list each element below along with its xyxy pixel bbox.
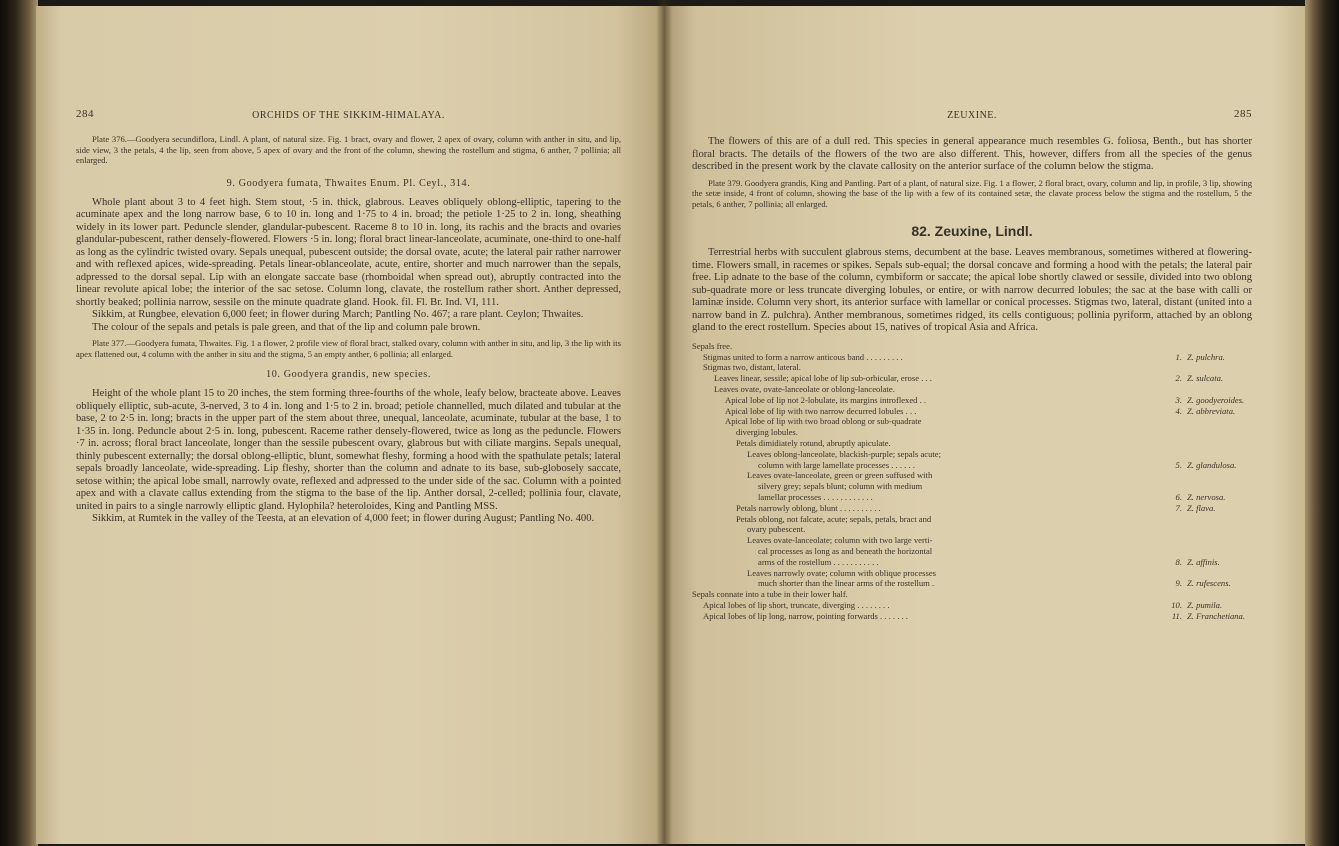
key-row-text: much shorter than the linear arms of the rostellum .	[758, 578, 935, 589]
right-page-content	[692, 108, 1252, 622]
key-row-text: ovary pubescent.	[747, 524, 806, 535]
goodyera-fumata-locality: Sikkim, at Rungbee, elevation 6,000 feet; in flower during March; Pantling No. 467; a rare plant. Ceylon; Thwaites.	[92, 309, 584, 321]
key-row-number: 10.	[1171, 599, 1182, 610]
key-row-text: Sepals free.	[692, 340, 733, 351]
species-key	[692, 341, 1252, 622]
left-page-header	[76, 108, 621, 124]
key-row	[692, 600, 1252, 611]
key-row-number: 9.	[1175, 578, 1182, 589]
key-row	[692, 578, 1252, 589]
key-row-text: Leaves narrowly ovate; column with oblique processes	[747, 567, 937, 578]
key-row-number: 3.	[1175, 394, 1182, 405]
key-row-species: Z. flava.	[1187, 502, 1216, 513]
key-row-text: column with large lamellate processes . . . . . .	[758, 459, 915, 470]
key-row	[692, 557, 1252, 568]
key-row-species: Z. goodyeroides.	[1187, 394, 1245, 405]
key-row-text: Petals oblong, not falcate, acute; sepals, petals, bract and	[736, 513, 932, 524]
book-edge-right	[1305, 0, 1339, 846]
key-row-text: arms of the rostellum . . . . . . . . . . .	[758, 556, 879, 567]
key-row	[692, 416, 1252, 427]
left-running-head: ORCHIDS OF THE SIKKIM-HIMALAYA.	[252, 110, 445, 121]
key-row-species: Z. Franchetiana.	[1187, 610, 1246, 621]
goodyera-fumata-colour: The colour of the sepals and petals is pale green, and that of the lip and column pale brown.	[92, 321, 481, 333]
key-row-species: Z. rufescens.	[1187, 578, 1231, 589]
key-row-species: Z. glandulosa.	[1187, 459, 1237, 470]
key-row-species: Z. pulchra.	[1187, 351, 1225, 362]
key-row	[692, 438, 1252, 449]
key-row-species: Z. sulcata.	[1187, 373, 1224, 384]
key-row-number: 11.	[1171, 610, 1182, 621]
key-row	[692, 589, 1252, 600]
zeuxine-genus-description: Terrestrial herbs with succulent glabrous stems, decumbent at the base. Leaves membranous, sometimes withered at flowering-time. Flowers small, in racemes or spikes. Sepals sub-equal; the dorsal concave and forming a hood with the petals; the lateral pair free. Lip adnate to the base of the column, cymbiform or saccate; the apical lobe shortly clawed or sessile, divided into two oblong sub-quadrate more or less truncate diverging lobules, or entire, or with narrow decurred lobules; the sac at the base with calli or laminæ inside. Column very short, its anterior surface with lamellar or conical processes. Stigmas two, lateral, distant (united into a narrow band in Z. pulchra). Anther membranous, sometimes ridged, its cells contiguous; pollinia pyriform, attached by an oblong gland to the erect rostellum. Species about 15, natives of tropical Asia and Africa.	[692, 247, 1252, 334]
key-row	[692, 384, 1252, 395]
plate-377-caption: Plate 377.—Goodyera fumata, Thwaites. Fig. 1 a flower, 2 profile view of floral bract, stalked ovary, column with anther in situ, and lip, 3 the lip with its apex flattened out, 4 column with the anther in situ and the stigma, 5 an empty anther, 6 pollinia; all enlarged.	[76, 338, 621, 359]
key-row-text: cal processes as long as and beneath the horizontal	[758, 545, 933, 556]
left-page	[36, 6, 664, 844]
key-row-text: Leaves linear, sessile; apical lobe of lip sub-orbicular, erose . . .	[714, 373, 932, 384]
left-page-number: 284	[76, 108, 94, 120]
genus-heading-zeuxine: 82. Zeuxine, Lindl.	[911, 223, 1033, 240]
key-row-text: Stigmas united to form a narrow anticous band . . . . . . . . .	[703, 351, 903, 362]
key-row-species: Z. affinis.	[1187, 556, 1220, 567]
key-row-text: Leaves oblong-lanceolate, blackish-purple; sepals acute;	[747, 448, 941, 459]
key-row	[692, 395, 1252, 406]
key-row	[692, 470, 1252, 481]
key-row	[692, 449, 1252, 460]
key-row-text: Sepals connate into a tube in their lower half.	[692, 589, 848, 600]
key-row	[692, 341, 1252, 352]
book-edge-left	[0, 0, 38, 846]
key-row-text: diverging lobules.	[736, 427, 798, 438]
key-row-number: 7.	[1175, 502, 1182, 513]
key-row-species: Z. nervosa.	[1187, 491, 1226, 502]
key-row-text: Petals narrowly oblong, blunt . . . . . . . . . .	[736, 502, 881, 513]
key-row-number: 5.	[1175, 459, 1182, 470]
key-row-text: lamellar processes . . . . . . . . . . . .	[758, 491, 873, 502]
goodyera-grandis-locality: Sikkim, at Rumtek in the valley of the Teesta, at an elevation of 4,000 feet; in flower during August; Pantling No. 400.	[92, 513, 595, 525]
key-row-text: Leaves ovate-lanceolate, green or green suffused with	[747, 470, 933, 481]
right-page	[664, 6, 1305, 844]
key-row-text: Leaves ovate-lanceolate; column with two large verti-	[747, 535, 933, 546]
key-row-text: Petals dimidiately rotund, abruptly apiculate.	[736, 437, 891, 448]
book-gutter	[656, 0, 672, 846]
plate-376-caption: Plate 376.—Goodyera secundiflora, Lindl. A plant, of natural size. Fig. 1 bract, ovary and flower, 2 apex of ovary, column with anther in situ, and lip, side view, 3 the petals, 4 the lip, seen from above, 5 apex of ovary and the front of the column, shewing the rostellum and stigma, 6 anther, 7 pollinia; all enlarged.	[76, 134, 621, 166]
key-row-number: 1.	[1175, 351, 1182, 362]
key-row-text: Apical lobe of lip not 2-lobulate, its margins introflexed . .	[725, 394, 927, 405]
key-row	[692, 362, 1252, 373]
goodyera-fumata-description: Whole plant about 3 to 4 feet high. Stem stout, ·5 in. thick, glabrous. Leaves obliquely oblong-elliptic, tapering to the acuminate apex and the long narrow base, 6 to 10 in. long and 1·75 to 4 in. broad; the petiole 1·25 to 2 in. long, sheathing widely in its lower part. Peduncle slender, glandular-pubescent. Raceme 8 to 10 in. long, its rachis and the bracts and ovaries glandular-pubescent, rather densely-flowered. Flowers ·5 in. long; floral bract linear-lanceolate, acuminate, one-third to one-half as long as the cylindric twisted ovary. Sepals unequal, pubescent outside; the dorsal ovate, acute; the lateral pair rather narrower and with reflexed apices, wide-spreading. Petals linear-oblanceolate, acute, entire, shorter and much narrower than the sepals, adpressed to the dorsal sepal. Lip with an elongate saccate base (rhomboidal when spread out), abruptly contracted into the linear revolute apical lobe; the interior of the sac setose. Column long, clavate, the rostellum rather short. Anther depressed, shortly beaked; pollinia narrow, sessile on the minute quadrate gland. Hook. fil. Fl. Br. Ind. VI, 111.	[76, 196, 621, 308]
key-row	[692, 503, 1252, 514]
key-row-text: Apical lobes of lip short, truncate, diverging . . . . . . . .	[703, 599, 890, 610]
key-row-text: Apical lobe of lip with two broad oblong or sub-quadrate	[725, 416, 922, 427]
species-heading-goodyera-fumata: 9. Goodyera fumata, Thwaites Enum. Pl. Ceyl., 314.	[226, 177, 471, 189]
key-row	[692, 524, 1252, 535]
right-running-head: ZEUXINE.	[947, 110, 997, 121]
key-row-text: Apical lobe of lip with two narrow decurred lobules . . .	[725, 405, 917, 416]
key-row	[692, 352, 1252, 363]
key-row-number: 8.	[1175, 556, 1182, 567]
key-row	[692, 568, 1252, 579]
key-row	[692, 406, 1252, 417]
plate-379-caption: Plate 379. Goodyera grandis, King and Pantling. Part of a plant, of natural size. Fig. 1 a flower, 2 floral bract, ovary, column and lip, in profile, 3 lip, showing the setæ inside, 4 front of column, showing the base of the lip with a few of its contained setæ, the clavate process below the stigma and the rostellum, 5 the petals, 6 anther, 7 pollinia; all enlarged.	[692, 177, 1252, 209]
goodyera-grandis-description: Height of the whole plant 15 to 20 inches, the stem forming three-fourths of the whole, leafy below, bracteate above. Leaves obliquely elliptic, sub-acute, 3-nerved, 3 to 4 in. long and 1·5 to 2 in. broad; petiole channelled, much dilated and tubular at the base, 2 to 2·5 in. long; bracts in the upper part of the stem about three, unequal, lanceolate, acuminate, tubular at the base, 1 to 1·35 in. long. Peduncle about 2·5 in. long, pubescent. Raceme rather densely-flowered, twice as long as the peduncle. Flowers ·7 in. across; floral bract lanceolate, longer than the sessile pubescent ovary, glabrous but with ciliate margins. Sepals unequal, thinly pubescent externally; the dorsal oblong-elliptic, blunt, somewhat fleshy, forming a hood with the spathulate petals; lateral sepals broadly lanceolate, wide-spreading. Lip fleshy, shorter than the column and adnate to its base, sub-globosely saccate, setose within; the apical lobe small, narrowly ovate, reflexed and adpressed to the under side of the sac. Column with a pointed apex and with a clavate callus extending from the stigma to the base of the lip. Anther dorsal, 2-celled; pollinia four, clavate, united in pairs to a single narrowly elliptic gland. Hylophila? heteroloides, King and Pantling MSS.	[76, 388, 621, 512]
key-row	[692, 611, 1252, 622]
key-row	[692, 546, 1252, 557]
key-row	[692, 514, 1252, 525]
species-heading-goodyera-grandis: 10. Goodyera grandis, new species.	[266, 369, 431, 381]
key-row	[692, 373, 1252, 384]
goodyera-grandis-notes: The flowers of this are of a dull red. This species in general appearance much resembles G. foliosa, Benth., but has shorter floral bracts. The details of the flowers of the two are also different. This, however, differs from all the species of the genus described in the present work by the clavate callosity on the anterior surface of the column below the stigma.	[692, 136, 1252, 172]
key-row-text: Apical lobes of lip long, narrow, pointing forwards . . . . . . .	[703, 610, 908, 621]
key-row-text: Leaves ovate, ovate-lanceolate or oblong-lanceolate.	[714, 383, 895, 394]
key-row-species: Z. abbreviata.	[1187, 405, 1236, 416]
left-page-content	[76, 108, 621, 526]
key-row-number: 4.	[1175, 405, 1182, 416]
right-page-header	[692, 108, 1252, 124]
key-row	[692, 481, 1252, 492]
key-row-species: Z. pumila.	[1187, 599, 1223, 610]
key-row-number: 2.	[1175, 373, 1182, 384]
right-page-number: 285	[1234, 108, 1252, 120]
key-row	[692, 427, 1252, 438]
key-row-text: Stigmas two, distant, lateral.	[703, 362, 801, 373]
key-row-number: 6.	[1175, 491, 1182, 502]
key-row-text: silvery grey; sepals blunt; column with medium	[758, 481, 923, 492]
key-row	[692, 460, 1252, 471]
key-row	[692, 492, 1252, 503]
key-row	[692, 535, 1252, 546]
